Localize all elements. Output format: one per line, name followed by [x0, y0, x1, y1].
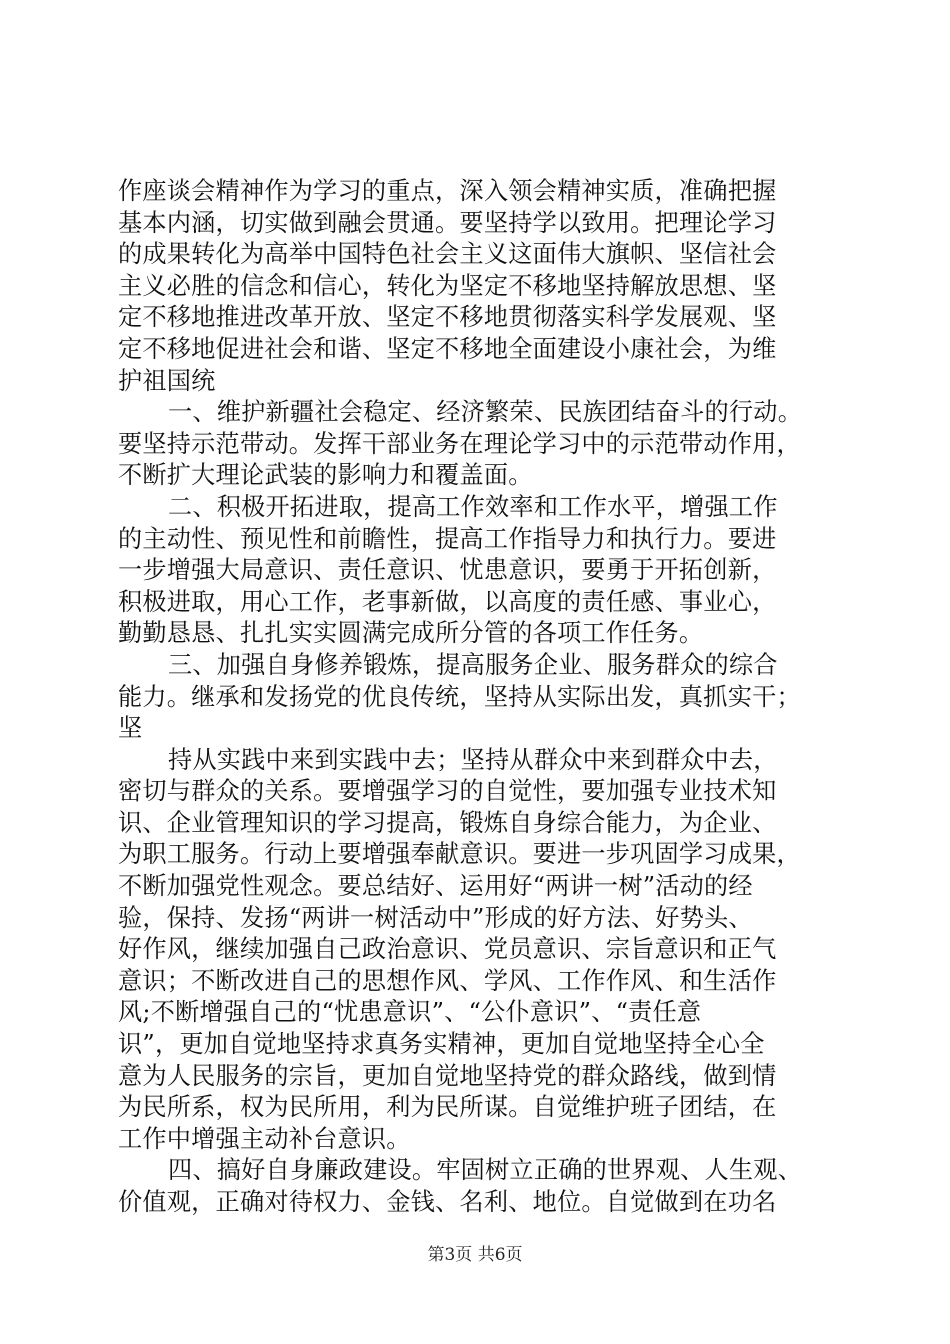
text-line: 验，保持、发扬“两讲一树活动中”形成的好方法、好势头、 [118, 903, 753, 932]
text-line: 为职工服务。行动上要增强奉献意识。要进一步巩固学习成果， [118, 840, 801, 869]
text-line: 的主动性、预见性和前瞻性，提高工作指导力和执行力。要进 [118, 524, 777, 553]
text-line: 意为人民服务的宗旨，更加自觉地坚持党的群众路线，做到情 [118, 1061, 777, 1090]
text-line: 一步增强大局意识、责任意识、忧患意识，要勇于开拓创新， [118, 556, 777, 585]
text-line: 定不移地促进社会和谐、坚定不移地全面建设小康社会，为维 [118, 334, 777, 363]
text-line: 意识；不断改进自己的思想作风、学风、工作作风、和生活作 [118, 966, 777, 995]
paragraph-first-line: 三、加强自身修养锻炼，提高服务企业、服务群众的综合 [168, 650, 778, 679]
text-line: 要坚持示范带动。发挥干部业务在理论学习中的示范带动作用， [118, 429, 801, 458]
text-line: 识、企业管理知识的学习提高，锻炼自身综合能力，为企业、 [118, 808, 777, 837]
text-line: 能力。继承和发扬党的优良传统，坚持从实际出发，真抓实干； [118, 682, 801, 711]
text-line: 作座谈会精神作为学习的重点，深入领会精神实质，准确把握 [118, 177, 777, 205]
text-line: 识”，更加自觉地坚持求真务实精神，更加自觉地坚持全心全 [118, 1030, 765, 1059]
paragraph-first-line: 二、积极开拓进取，提高工作效率和工作水平，增强工作 [168, 492, 778, 521]
paragraph-first-line: 一、维护新疆社会稳定、经济繁荣、民族团结奋斗的行动。 [168, 398, 803, 427]
text-line: 好作风，继续加强自己政治意识、党员意识、宗旨意识和正气 [118, 935, 777, 964]
page-number-footer: 第3页 共6页 [427, 1245, 523, 1265]
text-line: 密切与群众的关系。要增强学习的自觉性，要加强专业技术知 [118, 777, 777, 806]
text-line: 积极进取，用心工作，老事新做，以高度的责任感、事业心， [118, 587, 777, 616]
text-line: 工作中增强主动补台意识。 [118, 1124, 411, 1153]
text-line: 不断扩大理论武装的影响力和覆盖面。 [118, 461, 533, 490]
text-line: 风;不断增强自己的“忧患意识”、“公仆意识”、“责任意 [118, 998, 702, 1027]
text-line: 护祖国统 [118, 366, 216, 395]
text-line: 定不移地推进改革开放、坚定不移地贯彻落实科学发展观、坚 [118, 303, 777, 332]
document-body [118, 176, 838, 1219]
text-line: 价值观，正确对待权力、金钱、名利、地位。自觉做到在功名 [118, 1188, 777, 1216]
text-line: 勤勤恳恳、扎扎实实圆满完成所分管的各项工作任务。 [118, 619, 704, 648]
text-line: 主义必胜的信念和信心，转化为坚定不移地坚持解放思想、坚 [118, 271, 777, 300]
text-line: 坚 [118, 714, 143, 743]
paragraph-first-line: 持从实践中来到实践中去；坚持从群众中来到群众中去， [168, 745, 778, 774]
paragraph-first-line: 四、搞好自身廉政建设。牢固树立正确的世界观、人生观、 [168, 1156, 803, 1185]
text-line: 的成果转化为高举中国特色社会主义这面伟大旗帜、坚信社会 [118, 240, 777, 269]
text-line: 基本内涵，切实做到融会贯通。要坚持学以致用。把理论学习 [118, 208, 777, 237]
text-line: 不断加强党性观念。要总结好、运用好“两讲一树”活动的经 [118, 872, 753, 901]
text-line: 为民所系，权为民所用，利为民所谋。自觉维护班子团结，在 [118, 1093, 777, 1122]
